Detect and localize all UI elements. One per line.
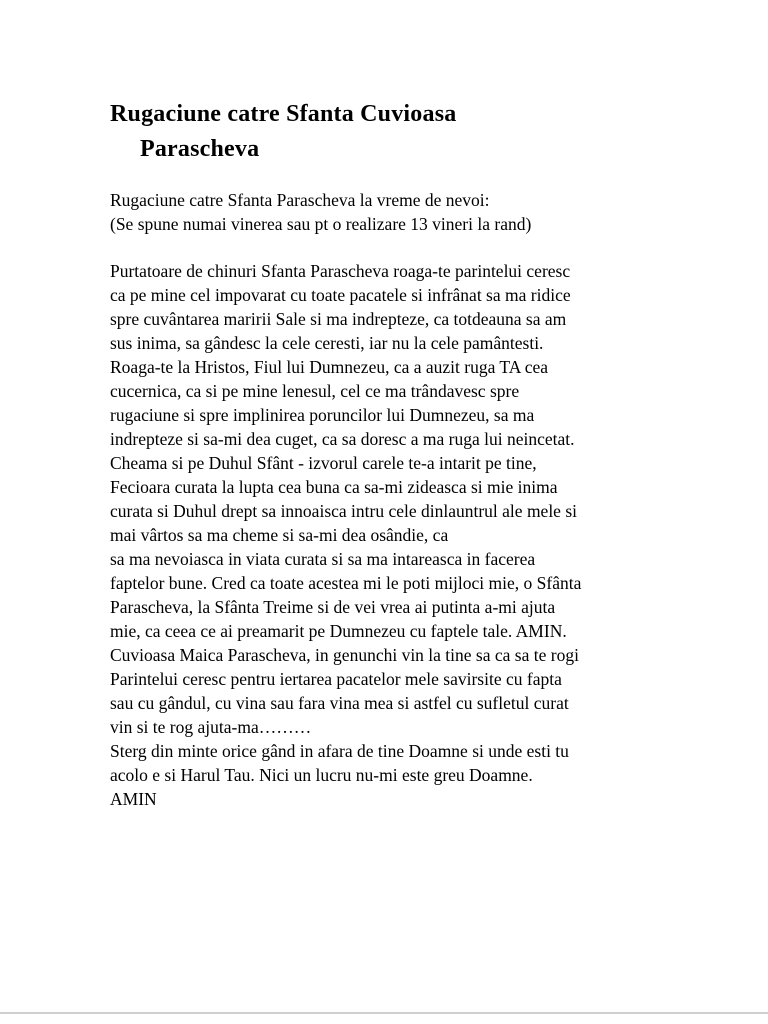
text-line: Purtatoare de chinuri Sfanta Parascheva roaga-te parintelui ceresc [110,261,571,281]
text-line: curata si Duhul drept sa innoaisca intru cele dinlauntrul ale mele si [110,501,577,521]
text-line: Parintelui ceresc pentru iertarea pacatelor mele savirsite cu fapta [110,669,562,689]
text-line: Roaga-te la Hristos, Fiul lui Dumnezeu, ca a auzit ruga TA cea [110,357,549,377]
text-line: indrepteze si sa-mi dea cuget, ca sa doresc a ma ruga lui neincetat. [110,429,575,449]
text-line: sus inima, sa gândesc la cele ceresti, iar nu la cele pamântesti. [110,333,544,353]
text-line: mai vârtos sa ma cheme si sa-mi dea osândie, ca [110,525,449,545]
text-line: Parascheva, la Sfânta Treime si de vei vrea ai putinta a-mi ajuta [110,597,556,617]
document-subtitle [110,188,670,236]
text-line: AMIN [110,789,157,809]
text-line: faptelor bune. Cred ca toate acestea mi le poti mijloci mie, o Sfânta [110,573,582,593]
text-line: Cuvioasa Maica Parascheva, in genunchi vin la tine sa ca sa te rogi [110,645,579,665]
text-line: sa ma nevoiasca in viata curata si sa ma intareasca in facerea [110,549,536,569]
text-line: Sterg din minte orice gând in afara de tine Doamne si unde esti tu [110,741,569,761]
title-line-2: Parascheva [140,136,260,162]
text-line: spre cuvântarea maririi Sale si ma indrepteze, ca totdeauna sa am [110,309,567,329]
text-line: vin si te rog ajuta-ma……… [110,717,312,737]
page-bottom-edge [0,1012,768,1014]
text-line: Fecioara curata la lupta cea buna ca sa-mi zideasca si mie inima [110,477,558,497]
subtitle-line-2: (Se spune numai vinerea sau pt o realizare 13 vineri la rand) [110,214,532,234]
title-line-1: Rugaciune catre Sfanta Cuvioasa [110,101,457,127]
text-line: sau cu gândul, cu vina sau fara vina mea si astfel cu sufletul curat [110,693,569,713]
subtitle-line-1: Rugaciune catre Sfanta Parascheva la vreme de nevoi: [110,190,490,210]
text-line: Cheama si pe Duhul Sfânt - izvorul carele te-a intarit pe tine, [110,453,537,473]
text-line: mie, ca ceea ce ai preamarit pe Dumnezeu cu faptele tale. AMIN. [110,621,567,641]
document-content [110,0,670,811]
document-title [110,97,670,167]
text-line: cucernica, ca si pe mine lenesul, cel ce ma trândavesc spre [110,381,520,401]
text-line: ca pe mine cel impovarat cu toate pacatele si infrânat sa ma ridice [110,285,571,305]
prayer-body [110,259,670,811]
text-line: rugaciune si spre implinirea poruncilor lui Dumnezeu, sa ma [110,405,535,425]
text-line: acolo e si Harul Tau. Nici un lucru nu-mi este greu Doamne. [110,765,533,785]
